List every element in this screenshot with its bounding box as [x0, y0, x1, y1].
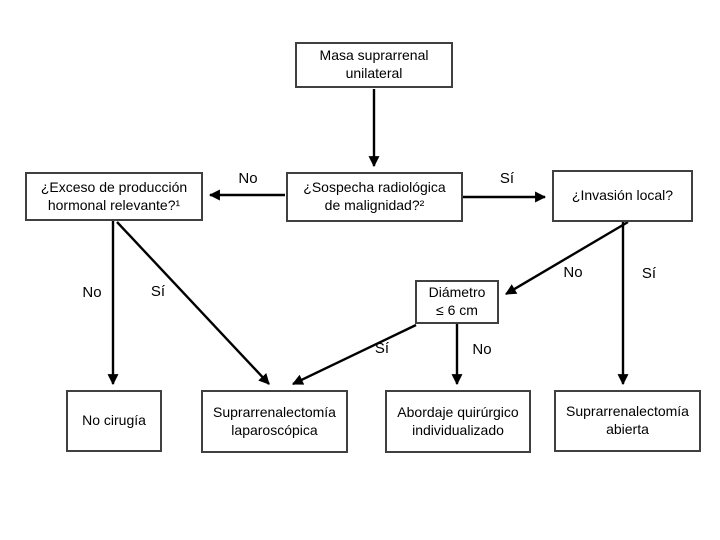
node-suprarrenalectomia-laparoscopica [201, 390, 348, 453]
arrow-invasion-no-to-diametro [506, 222, 628, 294]
node-exceso-hormonal [25, 172, 203, 221]
node-suprarrenalectomia-abierta-label: Suprarrenalectomía abierta [566, 403, 689, 437]
node-no-cirugia-label: No cirugía [82, 412, 146, 429]
edge-label-diametro-no: No [472, 341, 492, 358]
edge-label-invasion-no: No [563, 264, 583, 281]
node-invasion-local-label: ¿Invasión local? [571, 187, 674, 204]
node-sospecha-radiologica [286, 172, 463, 222]
node-suprarrenalectomia-abierta [554, 390, 701, 452]
edge-label-sospecha-si: Sí [499, 170, 515, 187]
node-exceso-hormonal-label: ¿Exceso de producción hormonal relevante?¹ [40, 178, 188, 213]
node-masa-suprarrenal [295, 42, 453, 88]
node-diametro-label: Diámetro ≤ 6 cm [428, 284, 486, 318]
edge-label-exceso-no: No [82, 284, 102, 301]
node-sospecha-radiologica-label: ¿Sospecha radiológica de malignidad?² [303, 179, 446, 213]
node-diametro [415, 280, 499, 324]
node-masa-suprarrenal-label: Masa suprarrenal unilateral [319, 47, 429, 81]
node-invasion-local [552, 170, 693, 222]
edge-label-diametro-si: Sí [374, 340, 390, 357]
edge-label-invasion-si: Sí [641, 265, 657, 282]
edge-label-sospecha-no: No [238, 170, 258, 187]
node-no-cirugia [66, 390, 162, 452]
node-suprarrenalectomia-laparoscopica-label: Suprarrenalectomía laparoscópica [213, 403, 336, 438]
edge-label-exceso-si: Sí [150, 283, 166, 300]
arrow-exceso-si-to-laparoscopica [117, 222, 269, 384]
node-abordaje-individualizado [385, 390, 531, 453]
node-abordaje-individualizado-label: Abordaje quirúrgico individualizado [397, 403, 519, 438]
